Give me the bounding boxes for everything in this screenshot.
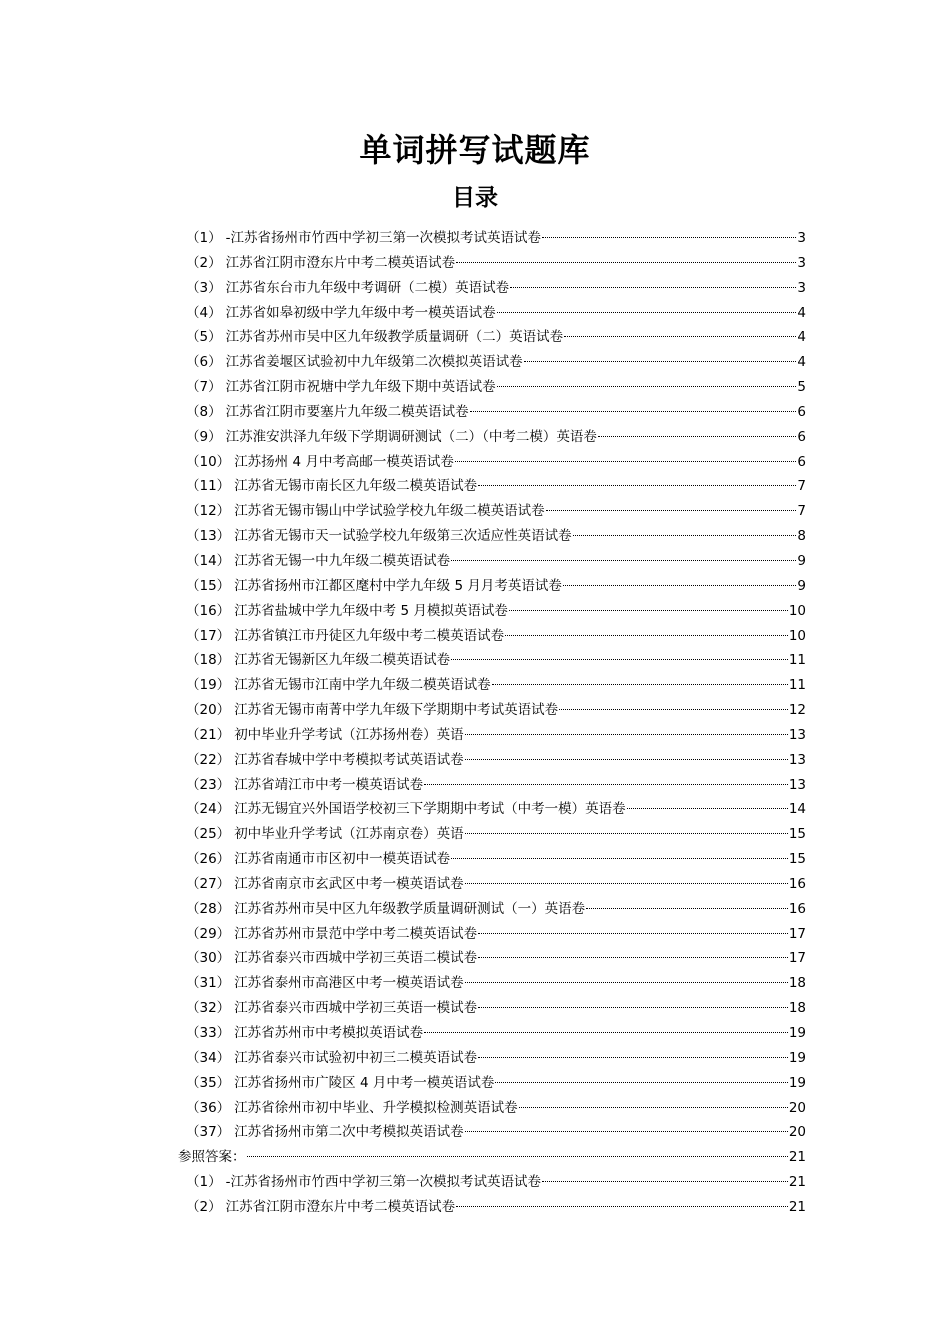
toc-entry-page-number: 14 — [788, 801, 806, 818]
toc-entry-title: 江苏省泰兴市试验初中初三二模英语试卷 — [234, 1049, 478, 1066]
toc-entry[interactable] — [178, 996, 806, 1021]
toc-entry-title: 江苏无锡宜兴外国语学校初三下学期期中考试（中考一模）英语卷 — [234, 801, 626, 818]
toc-entry[interactable] — [178, 549, 806, 574]
toc-entry-title: 参照答案： — [178, 1149, 246, 1166]
toc-entry-title: 江苏省镇江市丹徒区九年级中考二模英语试卷 — [234, 627, 505, 644]
toc-entry-number: （2） — [186, 1198, 222, 1215]
toc-entry-title: 江苏省如皋初级中学九年级中考一模英语试卷 — [225, 304, 496, 321]
toc-entry-page-number: 16 — [788, 875, 806, 892]
toc-entry[interactable] — [178, 723, 806, 748]
toc-entry-title: 初中毕业升学考试（江苏南京卷）英语 — [234, 826, 464, 843]
toc-entry-title: 江苏省苏州市吴中区九年级教学质量调研（二）英语试卷 — [225, 329, 564, 346]
toc-entry-page-number: 7 — [797, 478, 806, 495]
toc-entry-title: 江苏省南京市玄武区中考一模英语试卷 — [234, 875, 464, 892]
toc-entry[interactable] — [178, 648, 806, 673]
toc-entry-number: （28） — [186, 900, 231, 917]
toc-entry[interactable] — [178, 350, 806, 375]
toc-entry[interactable] — [178, 301, 806, 326]
toc-entry-page-number: 9 — [797, 552, 806, 569]
toc-entry[interactable] — [178, 375, 806, 400]
toc-entry-title: 江苏省泰州市高港区中考一模英语试卷 — [234, 975, 464, 992]
toc-entry-page-number: 17 — [788, 925, 806, 942]
toc-entry-number: （36） — [186, 1099, 231, 1116]
toc-entry-page-number: 18 — [788, 1000, 806, 1017]
toc-dot-leader — [495, 1082, 787, 1083]
toc-entry-number: （20） — [186, 702, 231, 719]
toc-entry-number: （16） — [186, 602, 231, 619]
toc-entry[interactable] — [178, 1170, 806, 1195]
toc-entry-title: 江苏扬州 4 月中考高邮一模英语试卷 — [234, 453, 454, 470]
toc-dot-leader — [510, 287, 796, 288]
toc-entry[interactable] — [178, 748, 806, 773]
toc-entry[interactable] — [178, 1021, 806, 1046]
toc-dot-leader — [564, 336, 796, 337]
toc-entry-page-number: 15 — [788, 826, 806, 843]
toc-entry-title: 江苏省无锡市南菁中学九年级下学期期中考试英语试卷 — [234, 702, 559, 719]
toc-entry-page-number: 13 — [788, 726, 806, 743]
toc-dot-leader — [470, 411, 797, 412]
toc-entry[interactable] — [178, 1046, 806, 1071]
toc-entry-page-number: 5 — [797, 379, 806, 396]
toc-entry[interactable] — [178, 872, 806, 897]
toc-dot-leader — [509, 610, 788, 611]
toc-dot-leader — [497, 386, 797, 387]
toc-entry-number: （37） — [186, 1124, 231, 1141]
toc-entry-number: （17） — [186, 627, 231, 644]
toc-entry-number: （7） — [186, 379, 222, 396]
toc-entry-title: 江苏省扬州市广陵区 4 月中考一模英语试卷 — [234, 1074, 495, 1091]
toc-entry-page-number: 20 — [788, 1124, 806, 1141]
toc-dot-leader — [424, 1032, 788, 1033]
toc-entry-page-number: 15 — [788, 851, 806, 868]
toc-dot-leader — [451, 659, 788, 660]
toc-entry-page-number: 19 — [788, 1049, 806, 1066]
toc-entry-page-number: 20 — [788, 1099, 806, 1116]
toc-entry-page-number: 6 — [797, 403, 806, 420]
toc-dot-leader — [465, 1131, 788, 1132]
toc-dot-leader — [519, 1107, 788, 1108]
toc-dot-leader — [465, 833, 788, 834]
toc-entry-title: 江苏省江阴市澄东片中考二模英语试卷 — [225, 254, 456, 271]
toc-entry[interactable] — [178, 524, 806, 549]
toc-dot-leader — [542, 237, 796, 238]
toc-entry-page-number: 11 — [788, 677, 806, 694]
toc-entry[interactable] — [178, 822, 806, 847]
toc-entry-page-number: 3 — [797, 254, 806, 271]
toc-entry-page-number: 9 — [797, 577, 806, 594]
toc-entry-page-number: 10 — [788, 602, 806, 619]
toc-dot-leader — [478, 933, 788, 934]
toc-entry-title: -江苏省扬州市竹西中学初三第一次模拟考试英语试卷 — [225, 1174, 541, 1191]
toc-entry-title: 江苏省南通市市区初中一模英语试卷 — [234, 851, 451, 868]
toc-entry-number: （32） — [186, 1000, 231, 1017]
toc-entry[interactable] — [178, 276, 806, 301]
toc-entry-number: （15） — [186, 577, 231, 594]
toc-entry[interactable] — [178, 325, 806, 350]
toc-entry[interactable] — [178, 400, 806, 425]
toc-dot-leader — [524, 361, 797, 362]
toc-entry-title: 江苏省江阴市祝塘中学九年级下期中英语试卷 — [225, 379, 496, 396]
toc-entry-number: （8） — [186, 403, 222, 420]
page-title: 单词拼写试题库 — [359, 131, 591, 169]
toc-entry-title: 江苏省江阴市要塞片九年级二模英语试卷 — [225, 403, 469, 420]
toc-entry[interactable] — [178, 698, 806, 723]
toc-heading: 目录 — [452, 185, 498, 211]
toc-entry-number: （35） — [186, 1074, 231, 1091]
toc-entry-page-number: 6 — [797, 453, 806, 470]
toc-dot-leader — [627, 808, 788, 809]
toc-entry-number: （3） — [186, 279, 222, 296]
toc-dot-leader — [546, 510, 797, 511]
toc-dot-leader — [598, 436, 797, 437]
toc-entry-number: （1） — [186, 230, 222, 246]
toc-entry-title: 江苏省泰兴市西城中学初三英语二模试卷 — [234, 950, 478, 967]
toc-entry-page-number: 13 — [788, 776, 806, 793]
toc-entry-number: （4） — [186, 304, 222, 321]
toc-entry-title: 江苏省无锡市天一试验学校九年级第三次适应性英语试卷 — [234, 528, 572, 545]
toc-entry-number: （2） — [186, 254, 222, 271]
toc-entry-page-number: 8 — [797, 528, 806, 545]
toc-dot-leader — [451, 560, 796, 561]
toc-dot-leader — [563, 585, 797, 586]
toc-entry-page-number: 21 — [788, 1174, 806, 1191]
toc-entry-page-number: 4 — [797, 304, 806, 321]
toc-entry-title: 江苏省苏州市吴中区九年级教学质量调研测试（一）英语卷 — [234, 900, 586, 917]
toc-dot-leader — [478, 1007, 788, 1008]
toc-entry-title: 江苏省东台市九年级中考调研（二模）英语试卷 — [225, 279, 510, 296]
toc-entry-title: 江苏省无锡一中九年级二模英语试卷 — [234, 552, 451, 569]
toc-entry[interactable] — [178, 474, 806, 499]
toc-entry-number: （29） — [186, 925, 231, 942]
toc-entry-page-number: 19 — [788, 1074, 806, 1091]
toc-dot-leader — [456, 262, 796, 263]
toc-entry-title: 初中毕业升学考试（江苏扬州卷）英语 — [234, 726, 464, 743]
toc-entry-number: （1） — [186, 1174, 222, 1191]
toc-entry-number: （14） — [186, 552, 231, 569]
toc-dot-leader — [455, 461, 797, 462]
toc-entry-page-number: 4 — [797, 354, 806, 371]
toc-entry-page-number: 19 — [788, 1025, 806, 1041]
toc-entry-number: （33） — [186, 1025, 231, 1041]
toc-entry-number: （5） — [186, 329, 222, 346]
toc-entry-title: 江苏省无锡市南长区九年级二模英语试卷 — [234, 478, 478, 495]
toc-entry-title: 江苏省无锡新区九年级二模英语试卷 — [234, 652, 451, 669]
toc-entry-page-number: 11 — [788, 652, 806, 669]
toc-entry-title: 江苏省扬州市江都区麾村中学九年级 5 月月考英语试卷 — [234, 577, 562, 594]
toc-entry[interactable] — [178, 251, 806, 276]
toc-dot-leader — [497, 312, 797, 313]
toc-entry-number: （11） — [186, 478, 231, 495]
toc-dot-leader — [559, 709, 788, 710]
toc-dot-leader — [478, 1057, 788, 1058]
toc-entry[interactable] — [178, 574, 806, 599]
toc-entry-page-number: 12 — [788, 702, 806, 719]
toc-entry-title: 江苏省姜堰区试验初中九年级第二次模拟英语试卷 — [225, 354, 523, 371]
toc-dot-leader — [247, 1156, 788, 1157]
toc-entry-title: 江苏省无锡市锡山中学试验学校九年级二模英语试卷 — [234, 503, 545, 520]
toc-entry[interactable] — [178, 897, 806, 922]
toc-entry[interactable] — [178, 1145, 806, 1170]
toc-entry-title: 江苏省江阴市澄东片中考二模英语试卷 — [225, 1198, 456, 1215]
toc-entry-number: （19） — [186, 677, 231, 694]
toc-entry-page-number: 18 — [788, 975, 806, 992]
toc-entry-number: （30） — [186, 950, 231, 967]
toc-entry[interactable] — [178, 797, 806, 822]
toc-entry[interactable] — [178, 226, 806, 251]
toc-entry-number: （6） — [186, 354, 222, 371]
toc-entry-number: （34） — [186, 1049, 231, 1066]
toc-dot-leader — [424, 784, 788, 785]
toc-entry-title: 江苏省苏州市景范中学中考二模英语试卷 — [234, 925, 478, 942]
toc-entry-title: 江苏省无锡市江南中学九年级二模英语试卷 — [234, 677, 491, 694]
toc-entry[interactable] — [178, 922, 806, 947]
toc-entry[interactable] — [178, 971, 806, 996]
toc-entry[interactable] — [178, 624, 806, 649]
toc-dot-leader — [478, 957, 788, 958]
toc-entry[interactable] — [178, 946, 806, 971]
toc-dot-leader — [542, 1181, 788, 1182]
toc-entry[interactable] — [178, 1096, 806, 1121]
toc-entry[interactable] — [178, 673, 806, 698]
toc-dot-leader — [465, 734, 788, 735]
toc-entry-number: （13） — [186, 528, 231, 545]
toc-entry-number: （22） — [186, 751, 231, 768]
toc-dot-leader — [573, 535, 797, 536]
toc-entry-title: 江苏淮安洪泽九年级下学期调研测试（二）（中考二模）英语卷 — [225, 428, 597, 445]
toc-dot-leader — [478, 485, 796, 486]
toc-entry[interactable] — [178, 773, 806, 798]
toc-entry-title: 江苏省徐州市初中毕业、升学模拟检测英语试卷 — [234, 1099, 518, 1116]
toc-entry-page-number: 21 — [788, 1198, 806, 1215]
toc-entry[interactable] — [178, 847, 806, 872]
toc-entry-title: 江苏省靖江市中考一模英语试卷 — [234, 776, 424, 793]
toc-entry-number: （27） — [186, 875, 231, 892]
toc-entry-number: （18） — [186, 652, 231, 669]
toc-entry-page-number: 7 — [797, 503, 806, 520]
toc-dot-leader — [505, 635, 788, 636]
toc-entry-page-number: 10 — [788, 627, 806, 644]
toc-entry-title: 江苏省盐城中学九年级中考 5 月模拟英语试卷 — [234, 602, 508, 619]
toc-entry-page-number: 17 — [788, 950, 806, 967]
toc-entry[interactable] — [178, 1071, 806, 1096]
toc-entry-number: （12） — [186, 503, 231, 520]
toc-entry-title: 江苏省苏州市中考模拟英语试卷 — [234, 1025, 424, 1041]
toc-entry-title: -江苏省扬州市竹西中学初三第一次模拟考试英语试卷 — [225, 230, 541, 246]
toc-dot-leader — [451, 858, 788, 859]
toc-entry-number: （25） — [186, 826, 231, 843]
toc-entry-number: （9） — [186, 428, 222, 445]
toc-entry-page-number: 3 — [797, 279, 806, 296]
toc-entry[interactable] — [178, 499, 806, 524]
toc-entry[interactable] — [178, 599, 806, 624]
toc-entry-number: （24） — [186, 801, 231, 818]
toc-entry[interactable] — [178, 1120, 806, 1145]
toc-entry-page-number: 13 — [788, 751, 806, 768]
toc-entry-title: 江苏省春城中学中考模拟考试英语试卷 — [234, 751, 464, 768]
toc-entry-page-number: 6 — [797, 428, 806, 445]
toc-entry-page-number: 16 — [788, 900, 806, 917]
toc-entry[interactable] — [178, 450, 806, 475]
toc-entry-page-number: 21 — [788, 1149, 806, 1166]
toc-dot-leader — [465, 982, 788, 983]
toc-entry-page-number: 4 — [797, 329, 806, 346]
toc-entry-number: （10） — [186, 453, 231, 470]
toc-dot-leader — [456, 1206, 788, 1207]
toc-entry[interactable] — [178, 425, 806, 450]
toc-entry-number: （31） — [186, 975, 231, 992]
toc-entry-title: 江苏省扬州市第二次中考模拟英语试卷 — [234, 1124, 464, 1141]
toc-dot-leader — [465, 883, 788, 884]
toc-entry-number: （21） — [186, 726, 231, 743]
toc-dot-leader — [492, 684, 788, 685]
toc-entry-title: 江苏省泰兴市西城中学初三英语一模试卷 — [234, 1000, 478, 1017]
toc-dot-leader — [465, 759, 788, 760]
toc-entry[interactable] — [178, 1195, 806, 1220]
toc-entry-page-number: 3 — [797, 230, 806, 246]
toc-entry-number: （23） — [186, 776, 231, 793]
toc-entry-number: （26） — [186, 851, 231, 868]
toc-dot-leader — [586, 908, 788, 909]
table-of-contents — [178, 226, 806, 1220]
